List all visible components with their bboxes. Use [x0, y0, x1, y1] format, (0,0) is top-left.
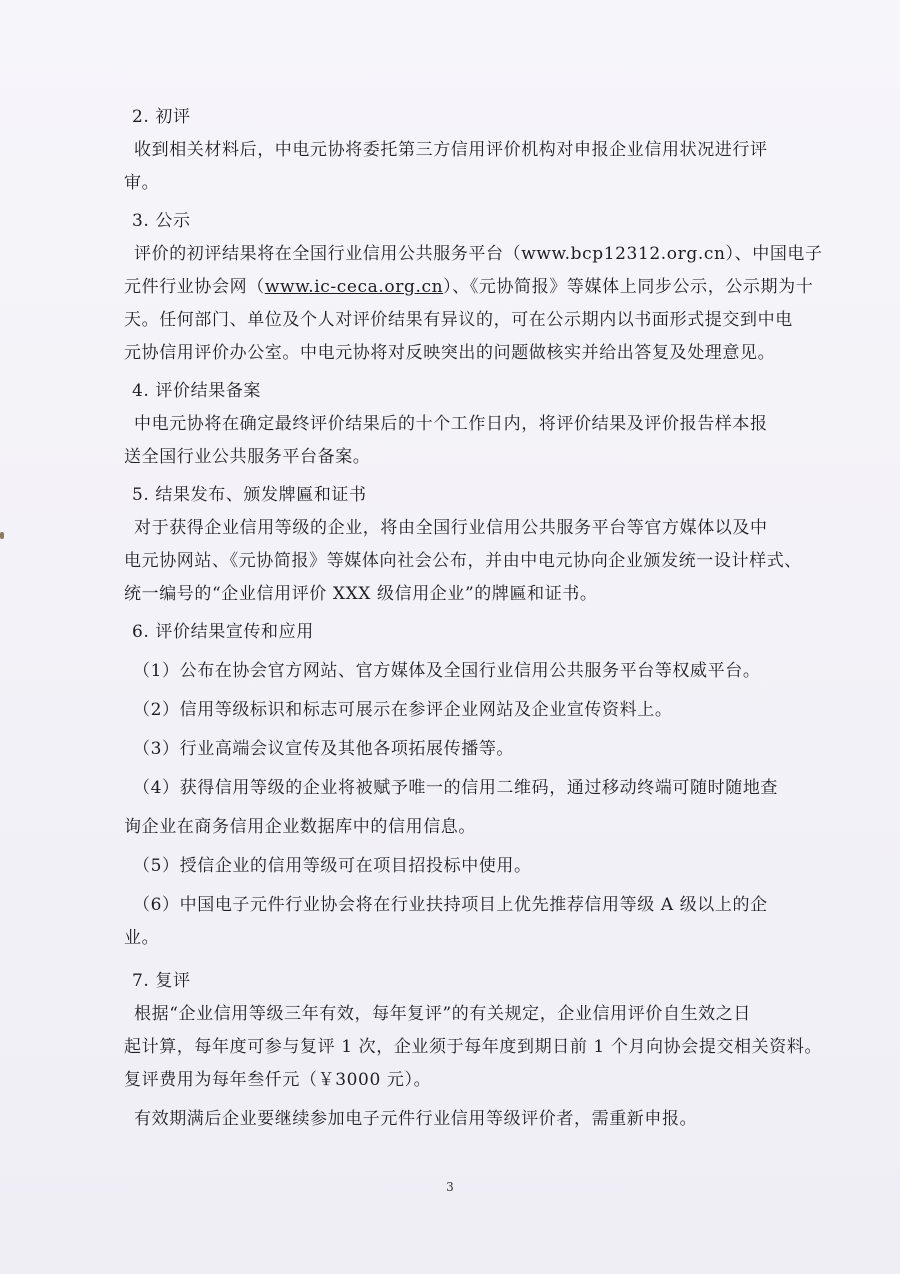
paragraph-line: 收到相关材料后，中电元协将委托第三方信用评价机构对申报企业信用状况进行评: [134, 140, 768, 160]
scan-mark: [0, 532, 4, 539]
list-item: （6）中国电子元件行业协会将在行业扶持项目上优先推荐信用等级 A 级以上的企: [133, 895, 768, 915]
page-number: 3: [446, 1180, 454, 1194]
closing-paragraph: 有效期满后企业要继续参加电子元件行业信用等级评价者，需重新申报。: [134, 1109, 698, 1129]
section-heading-preliminary-review: 2. 初评: [132, 107, 191, 127]
section-heading-filing: 4. 评价结果备案: [132, 381, 262, 401]
paragraph-line: 复评费用为每年叁仟元（￥3000 元）。: [124, 1070, 432, 1090]
paragraph-line: 电元协网站、《元协简报》等媒体向社会公布，并由中电元协向企业颁发统一设计样式、: [124, 551, 802, 571]
paragraph-line: 根据“企业信用等级三年有效，每年复评”的有关规定，企业信用评价自生效之日: [134, 1004, 751, 1024]
paragraph-line: 统一编号的“企业信用评价 XXX 级信用企业”的牌匾和证书。: [124, 584, 598, 604]
paragraph-line: 中电元协将在确定最终评价结果后的十个工作日内，将评价结果及评价报告样本报: [134, 414, 768, 434]
section-heading-promotion: 6. 评价结果宣传和应用: [132, 622, 314, 642]
paragraph-line: 天。任何部门、单位及个人对评价结果有异议的，可在公示期内以书面形式提交到中电: [124, 310, 793, 330]
list-item: （2）信用等级标识和标志可展示在参评企业网站及企业宣传资料上。: [133, 700, 673, 720]
paragraph-line-with-link: [124, 271, 814, 304]
list-item: （3）行业高端会议宣传及其他各项拓展传播等。: [133, 739, 515, 759]
list-item: （1）公布在协会官方网站、官方媒体及全国行业信用公共服务平台等权威平台。: [133, 661, 761, 681]
paragraph-text: 元件行业协会网（www.ic-ceca.org.cn）、《元协简报》等媒体上同步公示，公示期为十: [124, 277, 814, 297]
list-item: （4）获得信用等级的企业将被赋予唯一的信用二维码，通过移动终端可随时随地查: [133, 778, 779, 798]
list-item-continuation: 询企业在商务信用企业数据库中的信用信息。: [124, 817, 476, 837]
section-heading-re-evaluation: 7. 复评: [132, 971, 191, 991]
section-heading-publicity: 3. 公示: [132, 211, 191, 231]
paragraph-line: 起计算，每年度可参与复评 1 次，企业须于每年度到期日前 1 个月向协会提交相关资料。: [124, 1037, 823, 1057]
document-body: [124, 96, 823, 1136]
paragraph-line: 元协信用评价办公室。中电元协将对反映突出的问题做核实并给出答复及处理意见。: [124, 343, 776, 363]
paragraph-line: 对于获得企业信用等级的企业，将由全国行业信用公共服务平台等官方媒体以及中: [134, 518, 768, 538]
association-website-link[interactable]: www.ic-ceca.org.cn: [264, 277, 444, 297]
paragraph-line: 审。: [124, 173, 160, 193]
list-item: （5）授信企业的信用等级可在项目招投标中使用。: [133, 856, 532, 876]
paragraph-line: 送全国行业公共服务平台备案。: [124, 447, 371, 467]
list-item-continuation: 业。: [124, 928, 160, 948]
section-heading-publication: 5. 结果发布、颁发牌匾和证书: [132, 485, 367, 505]
paragraph-line: 评价的初评结果将在全国行业信用公共服务平台（www.bcp12312.org.cn）、中国电子: [134, 244, 823, 264]
